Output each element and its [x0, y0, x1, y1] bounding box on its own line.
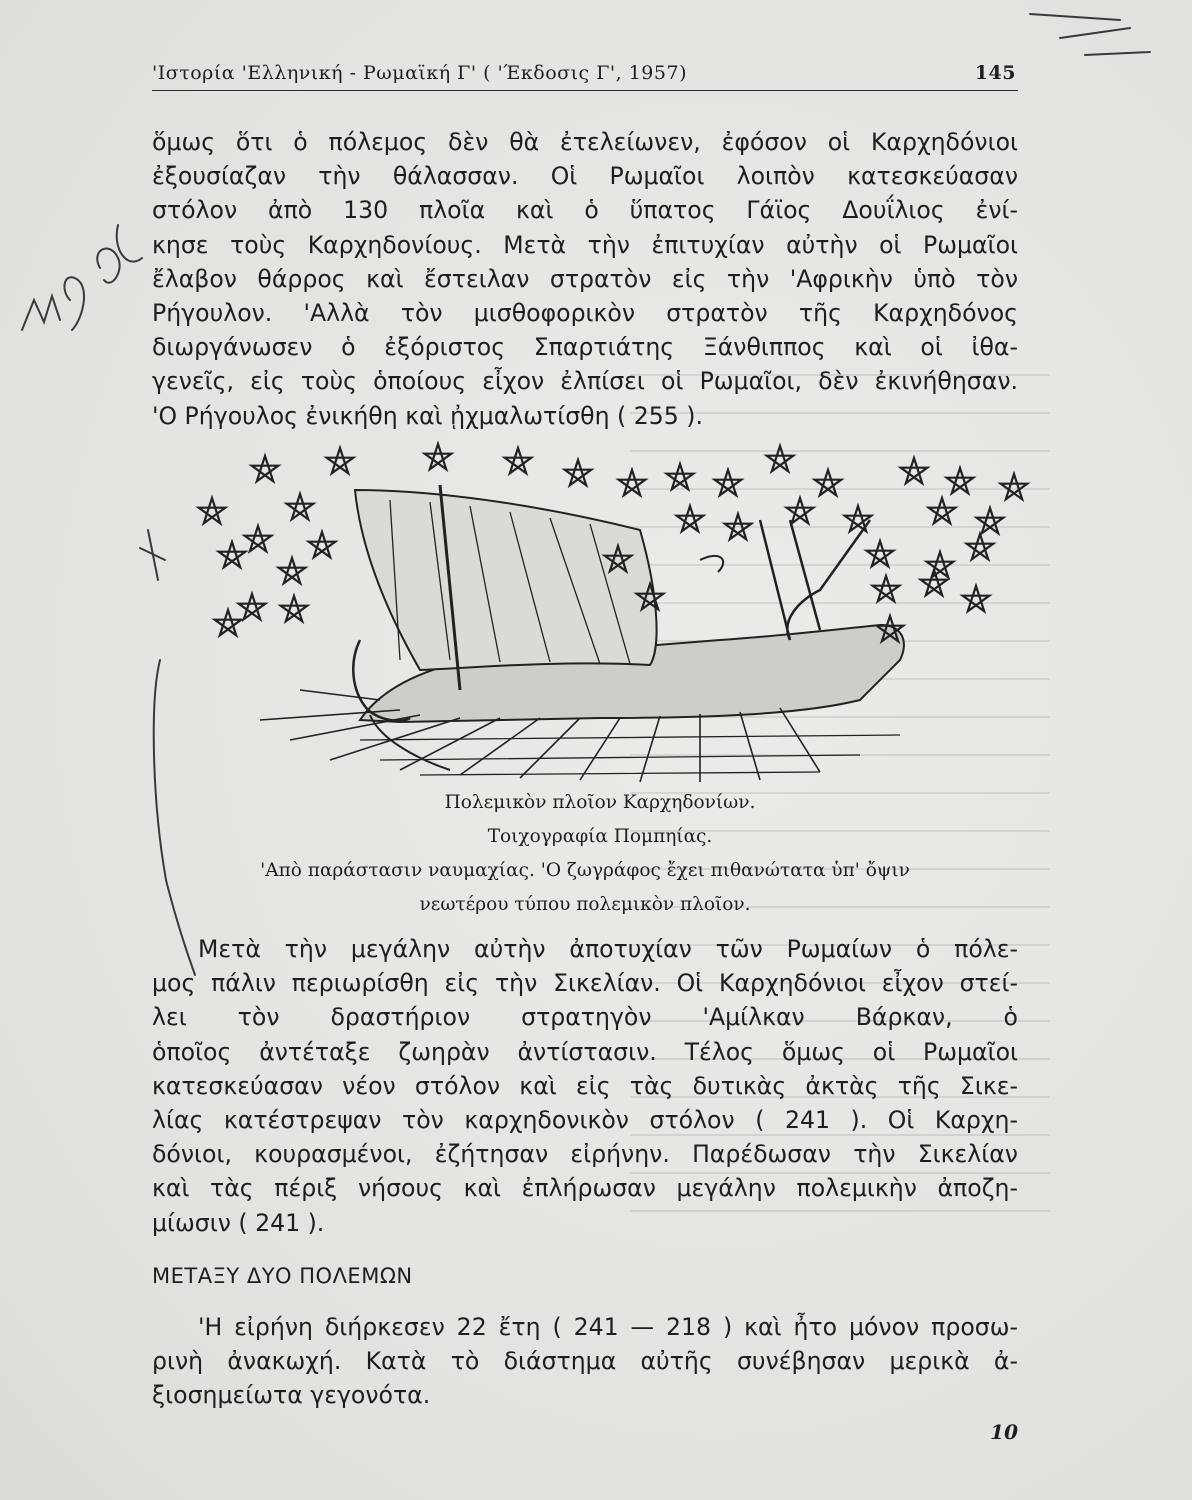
text-line: διωργάνωσεν ὁ ἐξόριστος Σπαρτιάτης Ξάνθιππος καὶ οἱ ἰθα- — [152, 333, 1018, 362]
drawn-star — [767, 446, 794, 471]
drawn-star — [565, 460, 592, 485]
caption-line: Τοιχογραφία Πομπηίας. — [487, 826, 713, 847]
text-line: δόνιοι, κουρασμένοι, ἐζήτησαν εἰρήνην. Παρέδωσαν τὴν Σικελίαν — [152, 1140, 1018, 1169]
drawn-star — [873, 576, 900, 601]
text-line: λίας κατέστρεψαν τὸν καρχηδονικὸν στόλον ( 241 ). Οἱ Καρχη- — [152, 1106, 1018, 1135]
drawn-star — [619, 470, 646, 495]
drawn-star — [245, 526, 272, 551]
text-line: ἔλαβον θάρρος καὶ ἔστειλαν στρατὸν εἰς τὴν 'Αφρικὴν ὑπὸ τὸν — [152, 264, 1018, 293]
text-line: 'Ο Ρήγουλος ἐνικήθη καὶ ᾐχμαλωτίσθη ( 255 ). — [152, 401, 703, 430]
text-line: Μετὰ τὴν μεγάλην αὐτὴν ἀποτυχίαν τῶν Ρωμαίων ὁ πόλε- — [198, 935, 1018, 963]
drawn-star — [977, 508, 1004, 533]
text-line: ὁποῖος ἀντέταξε ζωηρὰν ἀντίστασιν. Τέλος ὅμως οἱ Ρωμαῖοι — [152, 1037, 1018, 1066]
text-line: γενεῖς, εἰς τοὺς ὁποίους εἶχον ἐλπίσει οἱ Ρωμαῖοι, δὲν ἐκινήθησαν. — [152, 367, 1018, 396]
drawn-star — [199, 498, 226, 523]
drawn-star — [927, 552, 954, 577]
drawn-star — [845, 506, 872, 531]
drawn-star — [425, 444, 452, 469]
drawn-star — [967, 534, 994, 559]
drawn-star — [947, 468, 974, 493]
text-line: Ρήγουλον. 'Αλλὰ τὸν μισθοφορικὸν στρατὸν τῆς Καρχηδόνος — [152, 299, 1018, 328]
text-line: μος πάλιν περιωρίσθη εἰς τὴν Σικελίαν. Οἱ Καρχηδόνιοι εἶχον στεί- — [152, 969, 1018, 998]
text-line: μίωσιν ( 241 ). — [152, 1208, 325, 1237]
drawn-star — [287, 494, 314, 519]
text-line: καὶ τὰς πέριξ νήσους καὶ ἐπλήρωσαν μεγάλην πολεμικὴν ἀποζη- — [152, 1174, 1018, 1203]
drawn-star — [901, 458, 928, 483]
drawn-star — [239, 594, 266, 619]
drawn-star — [281, 596, 308, 621]
section-heading: ΜΕΤΑΞΥ ΔΥΟ ΠΟΛΕΜΩΝ — [152, 1264, 413, 1288]
text-line: ὅμως ὅτι ὁ πόλεμος δὲν θὰ ἐτελείωνεν, ἐφόσον οἱ Καρχηδόνιοι — [152, 128, 1018, 156]
drawn-star — [929, 498, 956, 523]
drawn-star — [252, 456, 279, 481]
text-line: ρινὴ ἀνακωχή. Κατὰ τὸ διάστημα αὐτῆς συνέβησαν μερικὰ ἀ- — [152, 1347, 1018, 1376]
drawn-star — [215, 610, 242, 635]
text-line: ξιοσημείωτα γεγονότα. — [152, 1381, 431, 1410]
text-line: κησε τοὺς Καρχηδονίους. Μετὰ τὴν ἐπιτυχίαν αὐτὴν οἱ Ρωμαῖοι — [152, 230, 1018, 259]
drawn-star — [815, 470, 842, 495]
drawn-star — [505, 448, 532, 473]
drawn-star — [677, 506, 704, 531]
caption-line: 'Απὸ παράστασιν ναυμαχίας. 'Ο ζωγράφος ἔχει πιθανώτατα ὑπ' ὄψιν — [260, 860, 910, 881]
signature-number: 10 — [990, 1420, 1018, 1444]
drawn-star — [963, 586, 990, 611]
text-line: λει τὸν δραστήριον στρατηγὸν 'Αμίλκαν Βάρκαν, ὁ — [152, 1003, 1018, 1032]
drawn-star — [1001, 474, 1028, 499]
drawn-star — [327, 448, 354, 473]
drawn-star — [279, 558, 306, 583]
text-line: στόλον ἀπὸ 130 πλοῖα καὶ ὁ ὕπατος Γάϊος Δουΐλιος ἐνί- — [152, 196, 1018, 225]
drawn-star — [725, 514, 752, 539]
drawn-star — [309, 532, 336, 557]
text-line: ἐξουσίαζαν τὴν θάλασσαν. Οἱ Ρωμαῖοι λοιπὸν κατεσκεύασαν — [152, 162, 1018, 191]
caption-line: Πολεμικὸν πλοῖον Καρχηδονίων. — [444, 792, 756, 813]
drawn-star — [867, 541, 894, 566]
paragraph-2 — [152, 932, 1018, 1240]
drawn-star — [787, 498, 814, 523]
figure-caption — [150, 786, 1020, 922]
drawn-star — [715, 470, 742, 495]
text-line: κατεσκεύασαν νέον στόλον καὶ εἰς τὰς δυτικὰς ἀκτὰς τῆς Σικε- — [152, 1071, 1018, 1100]
paragraph-3 — [152, 1310, 1018, 1413]
text-line: 'Η εἰρήνη διήρκεσεν 22 ἔτη ( 241 — 218 ) καὶ ἦτο μόνον προσω- — [198, 1313, 1018, 1341]
header-title: 'Ιστορία 'Ελληνική - Ρωμαϊκή Γ' ( 'Έκδοσις Γ', 1957) — [152, 62, 687, 84]
caption-line: νεωτέρου τύπου πολεμικὸν πλοῖον. — [419, 894, 751, 915]
drawn-star — [219, 542, 246, 567]
page-number: 145 — [974, 62, 1016, 84]
drawn-star — [667, 464, 694, 489]
